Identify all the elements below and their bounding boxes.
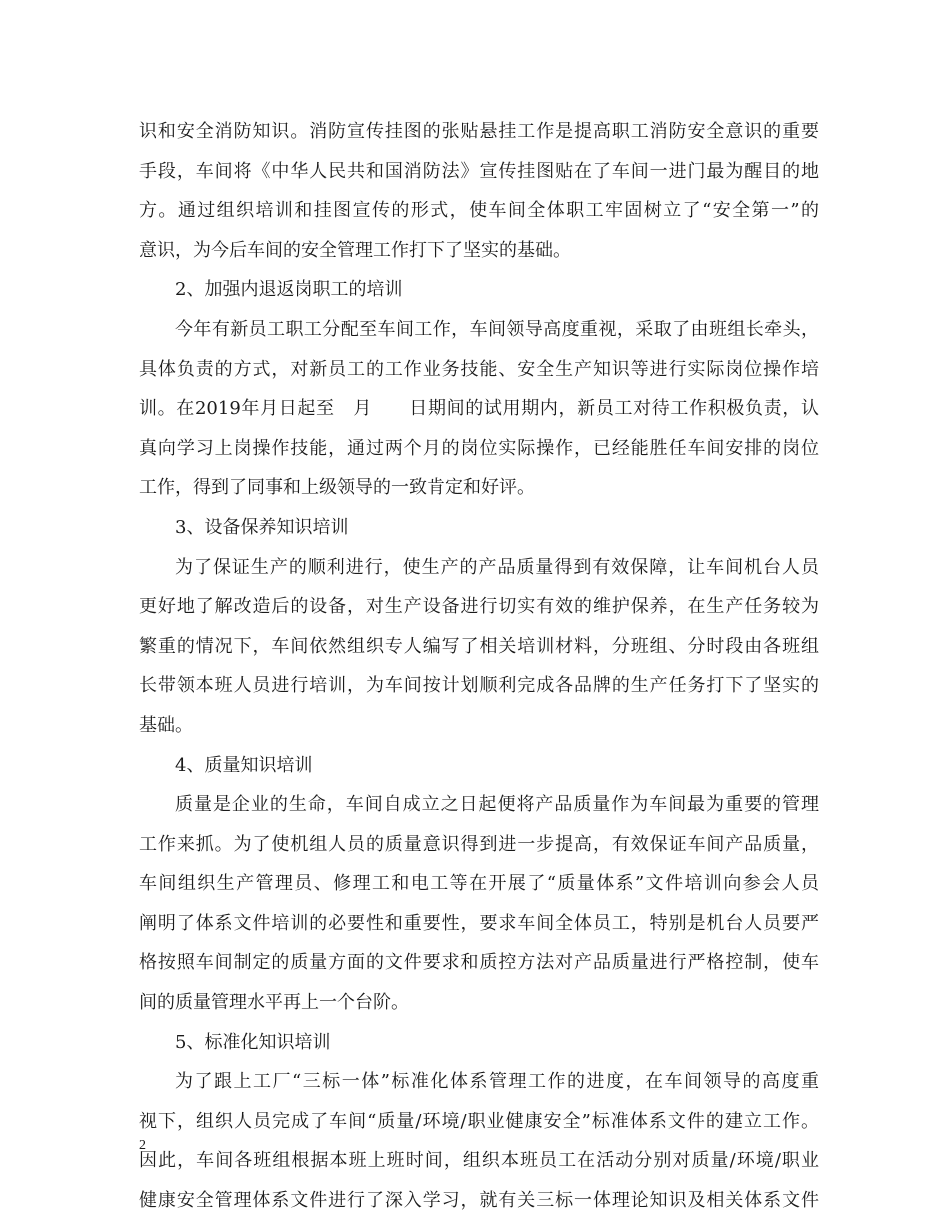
text-line: 繁重的情况下，车间依然组织专人编写了相关培训材料，分班组、分时段由各班组: [139, 635, 819, 657]
text-line: 车间组织生产管理员、修理工和电工等在开展了“质量体系”文件培训向参会人员: [139, 873, 819, 895]
text-line: 方。通过组织培训和挂图宣传的形式，使车间全体职工牢固树立了“安全第一”的: [139, 200, 819, 222]
text-line: 更好地了解改造后的设备，对生产设备进行切实有效的维护保养，在生产任务较为: [139, 596, 819, 618]
text-line: 阐明了体系文件培训的必要性和重要性，要求车间全体员工，特别是机台人员要严: [139, 912, 819, 934]
text-line: 工作，得到了同事和上级领导的一致肯定和好评。: [139, 477, 535, 499]
text-line: 具体负责的方式，对新员工的工作业务技能、安全生产知识等进行实际岗位操作培: [139, 358, 819, 380]
text-line: 工作来抓。为了使机组人员的质量意识得到进一步提高，有效保证车间产品质量，: [139, 833, 819, 855]
text-line: 训。在2019年月日起至 月 日期间的试用期内，新员工对待工作积极负责，认: [139, 398, 819, 420]
page-number: 2: [139, 1138, 146, 1153]
text-line: 3、设备保养知识培训: [175, 516, 349, 538]
text-line: 长带领本班人员进行培训，为车间按计划顺利完成各品牌的生产任务打下了坚实的: [139, 675, 819, 697]
text-line: 2、加强内退返岗职工的培训: [175, 279, 403, 301]
text-line: 间的质量管理水平再上一个台阶。: [139, 992, 409, 1014]
text-line: 意识，为今后车间的安全管理工作打下了坚实的基础。: [139, 239, 571, 261]
text-line: 为了保证生产的顺利进行，使生产的产品质量得到有效保障，让车间机台人员: [175, 556, 819, 578]
text-line: 为了跟上工厂“三标一体”标准化体系管理工作的进度，在车间领导的高度重: [175, 1071, 819, 1093]
document-body: [139, 112, 819, 1221]
text-line: 真向学习上岗操作技能，通过两个月的岗位实际操作，已经能胜任车间安排的岗位: [139, 437, 819, 459]
text-line: 4、质量知识培训: [175, 754, 313, 776]
text-line: 视下，组织人员完成了车间“质量/环境/职业健康安全”标准体系文件的建立工作。: [139, 1110, 819, 1132]
text-line: 格按照车间制定的质量方面的文件要求和质控方法对产品质量进行严格控制，使车: [139, 952, 819, 974]
text-line: 因此，车间各班组根据本班上班时间，组织本班员工在活动分别对质量/环境/职业: [139, 1150, 819, 1172]
text-line: 基础。: [139, 714, 193, 736]
text-line: 5、标准化知识培训: [175, 1031, 331, 1053]
text-line: 健康安全管理体系文件进行了深入学习，就有关三标一体理论知识及相关体系文件: [139, 1190, 819, 1212]
text-line: 手段，车间将《中华人民共和国消防法》宣传挂图贴在了车间一进门最为醒目的地: [139, 160, 819, 182]
text-line: 今年有新员工职工分配至车间工作，车间领导高度重视，采取了由班组长牵头，: [175, 318, 819, 340]
text-line: 识和安全消防知识。消防宣传挂图的张贴悬挂工作是提高职工消防安全意识的重要: [139, 121, 819, 142]
text-line: 质量是企业的生命，车间自成立之日起便将产品质量作为车间最为重要的管理: [175, 794, 819, 816]
